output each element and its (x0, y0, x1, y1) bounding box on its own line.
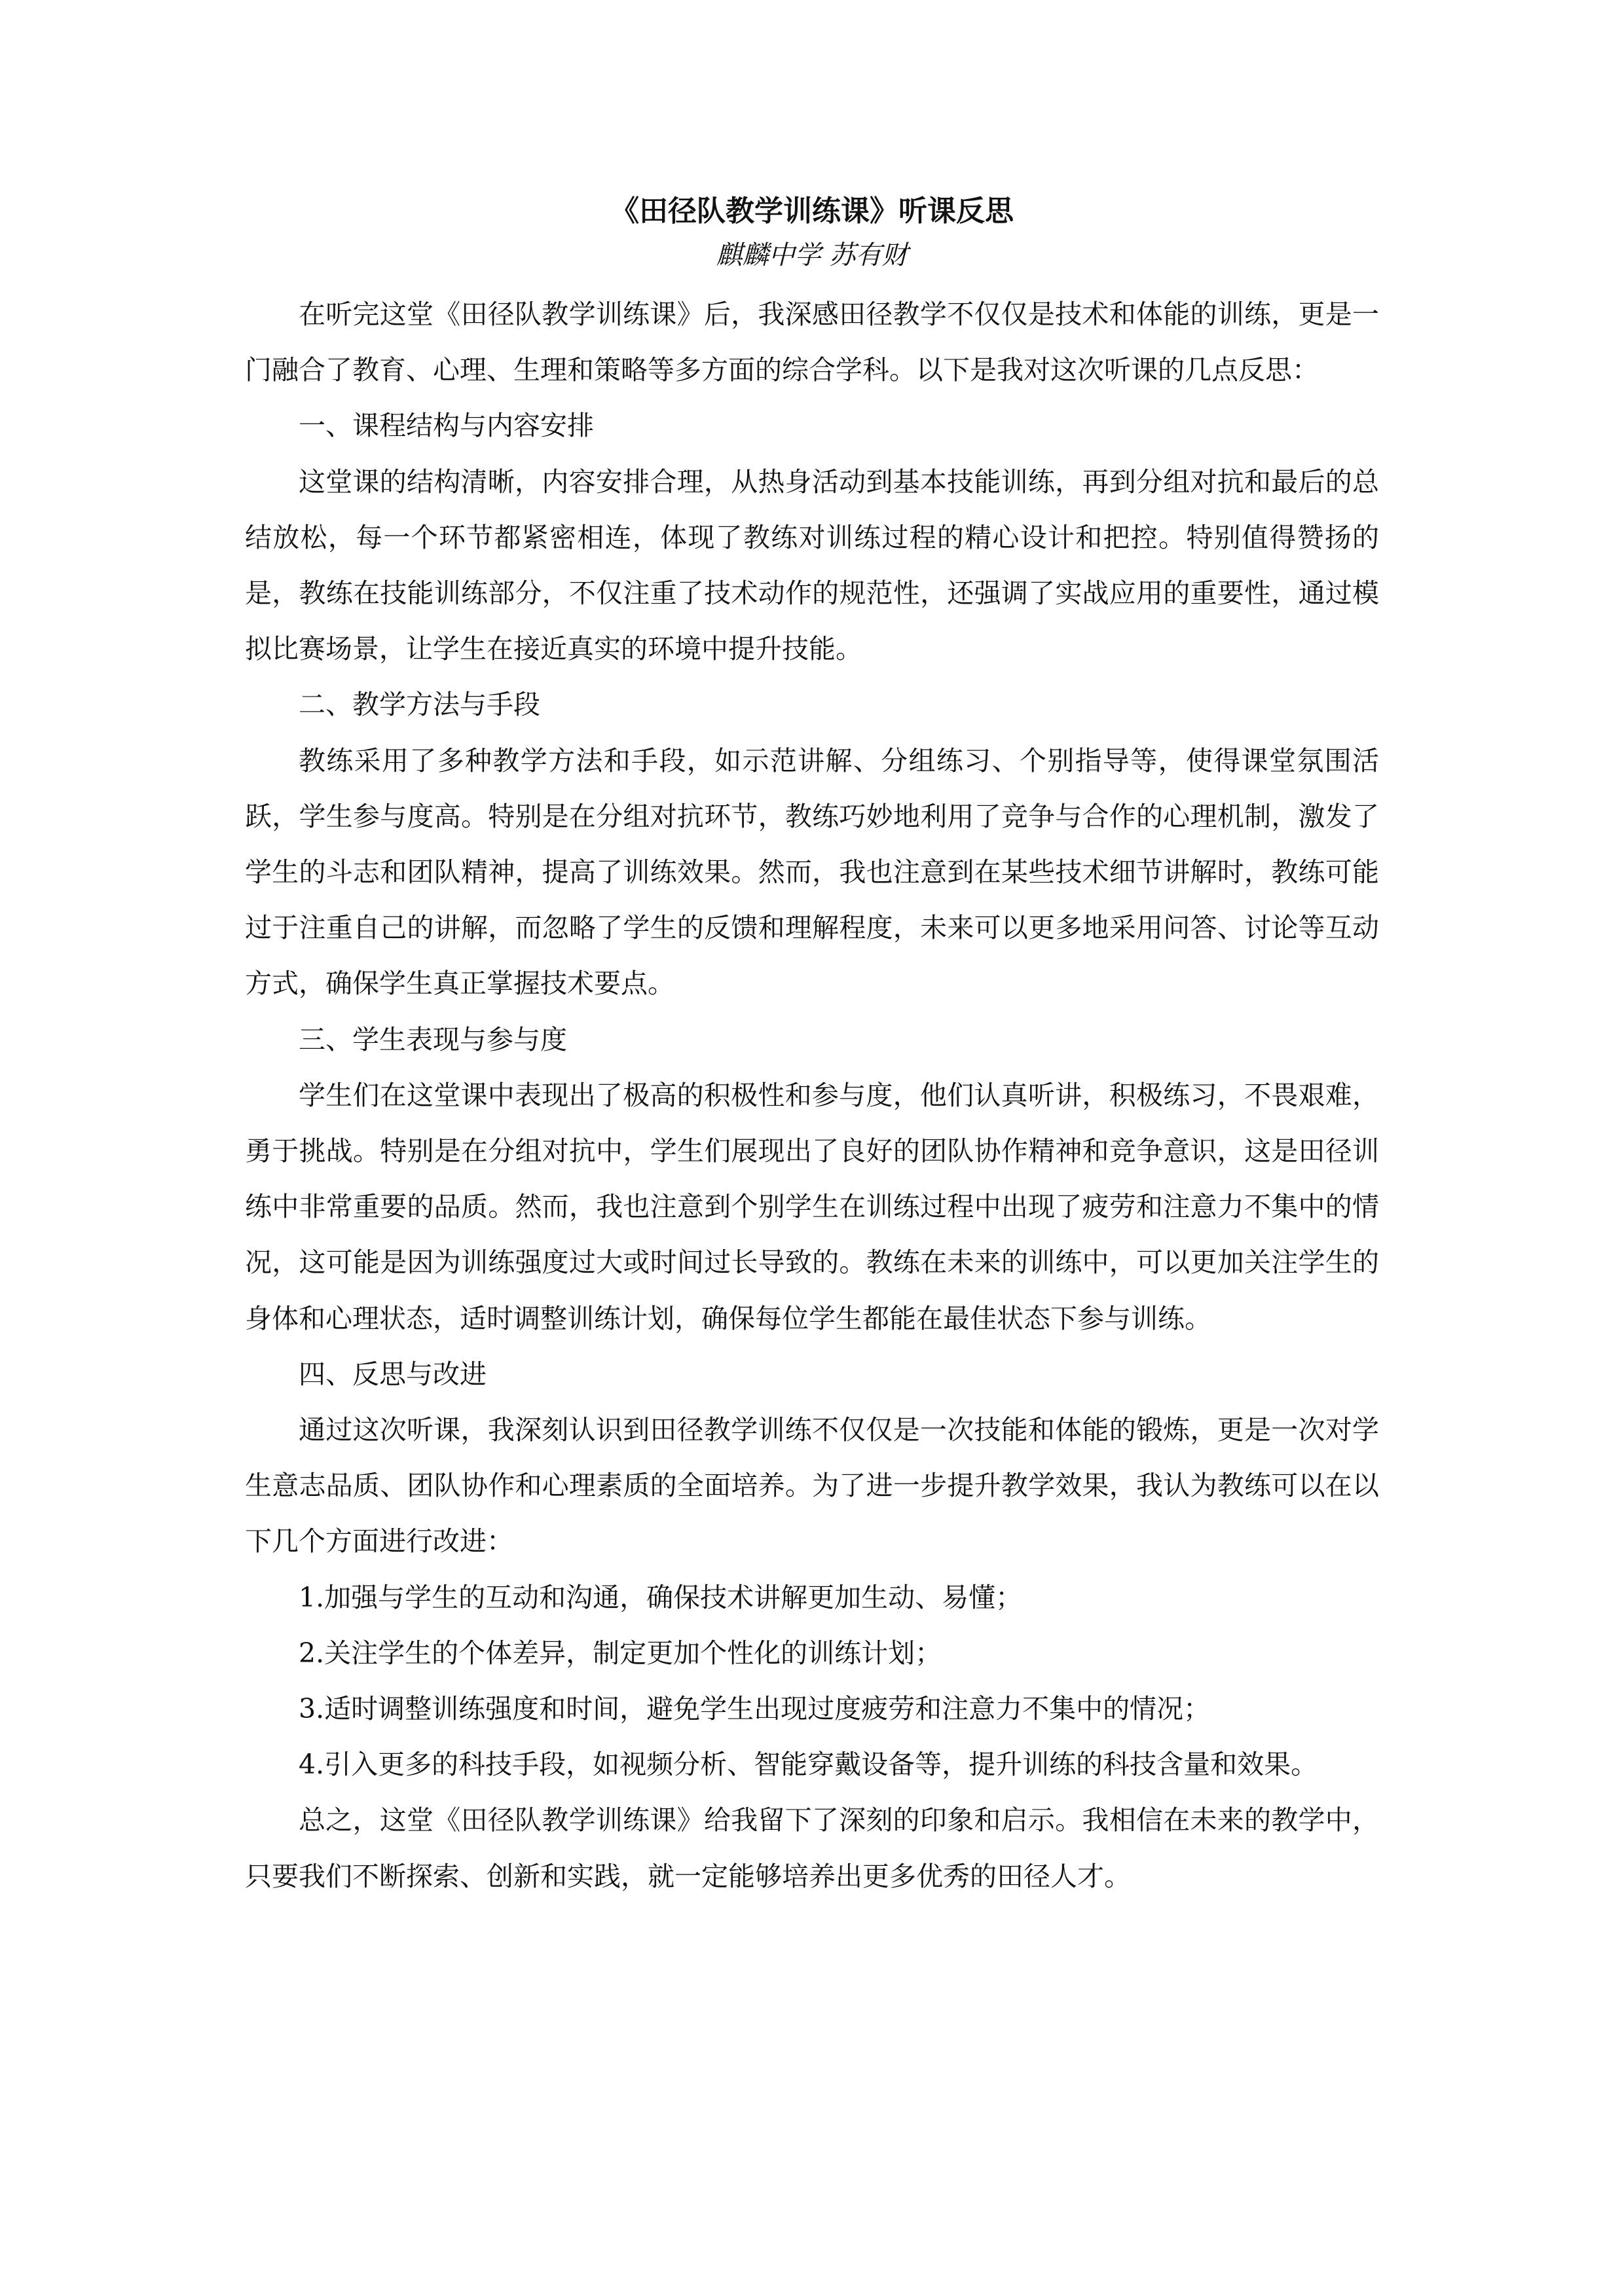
body-paragraph: 学生们在这堂课中表现出了极高的积极性和参与度，他们认真听讲，积极练习，不畏艰难，勇于挑战。特别是在分组对抗中，学生们展现出了良好的团队协作精神和竞争意识，这是田径训练中非常重要的品质。然而，我也注意到个别学生在训练过程中出现了疲劳和注意力不集中的情况，这可能是因为训练强度过大或时间过长导致的。教练在未来的训练中，可以更加关注学生的身体和心理状态，适时调整训练计划，确保每位学生都能在最佳状态下参与训练。 (245, 1079, 1379, 1334)
body-paragraph: 教练采用了多种教学方法和手段，如示范讲解、分组练习、个别指导等，使得课堂氛围活跃，学生参与度高。特别是在分组对抗环节，教练巧妙地利用了竞争与合作的心理机制，激发了学生的斗志和团队精神，提高了训练效果。然而，我也注意到在某些技术细节讲解时，教练可能过于注重自己的讲解，而忽略了学生的反馈和理解程度，未来可以更多地采用问答、讨论等互动方式，确保学生真正掌握技术要点。 (245, 744, 1379, 1000)
conclusion-paragraph: 总之，这堂《田径队教学训练课》给我留下了深刻的印象和启示。我相信在未来的教学中，只要我们不断探索、创新和实践，就一定能够培养出更多优秀的田径人才。 (245, 1804, 1379, 1892)
document-title: 《田径队教学训练课》听课反思 (610, 194, 1014, 228)
list-item: 1.加强与学生的互动和沟通，确保技术讲解更加生动、易懂； (299, 1581, 1023, 1613)
section-heading-methods: 二、教学方法与手段 (299, 689, 540, 721)
list-item: 2.关注学生的个体差异，制定更加个性化的训练计划； (299, 1637, 942, 1669)
document-body (245, 287, 1379, 1904)
list-item: 3.适时调整训练强度和时间，避免学生出现过度疲劳和注意力不集中的情况； (299, 1693, 1211, 1725)
section-heading-students: 三、学生表现与参与度 (299, 1023, 567, 1055)
author-byline: 麒麟中学 苏有财 (716, 240, 908, 270)
body-paragraph: 这堂课的结构清晰，内容安排合理，从热身活动到基本技能训练，再到分组对抗和最后的总结放松，每一个环节都紧密相连，体现了教练对训练过程的精心设计和把控。特别值得赞扬的是，教练在技能训练部分，不仅注重了技术动作的规范性，还强调了实战应用的重要性，通过模拟比赛场景，让学生在接近真实的环境中提升技能。 (245, 465, 1379, 665)
intro-paragraph: 在听完这堂《田径队教学训练课》后，我深感田径教学不仅仅是技术和体能的训练，更是一门融合了教育、心理、生理和策略等多方面的综合学科。以下是我对这次听课的几点反思： (245, 299, 1379, 386)
list-item: 4.引入更多的科技手段，如视频分析、智能穿戴设备等，提升训练的科技含量和效果。 (299, 1749, 1318, 1781)
body-paragraph: 通过这次听课，我深刻认识到田径教学训练不仅仅是一次技能和体能的锻炼，更是一次对学生意志品质、团队协作和心理素质的全面培养。为了进一步提升教学效果，我认为教练可以在以下几个方面进行改进： (245, 1414, 1379, 1558)
section-heading-structure: 一、课程结构与内容安排 (299, 410, 594, 442)
section-heading-improvement: 四、反思与改进 (299, 1358, 487, 1390)
